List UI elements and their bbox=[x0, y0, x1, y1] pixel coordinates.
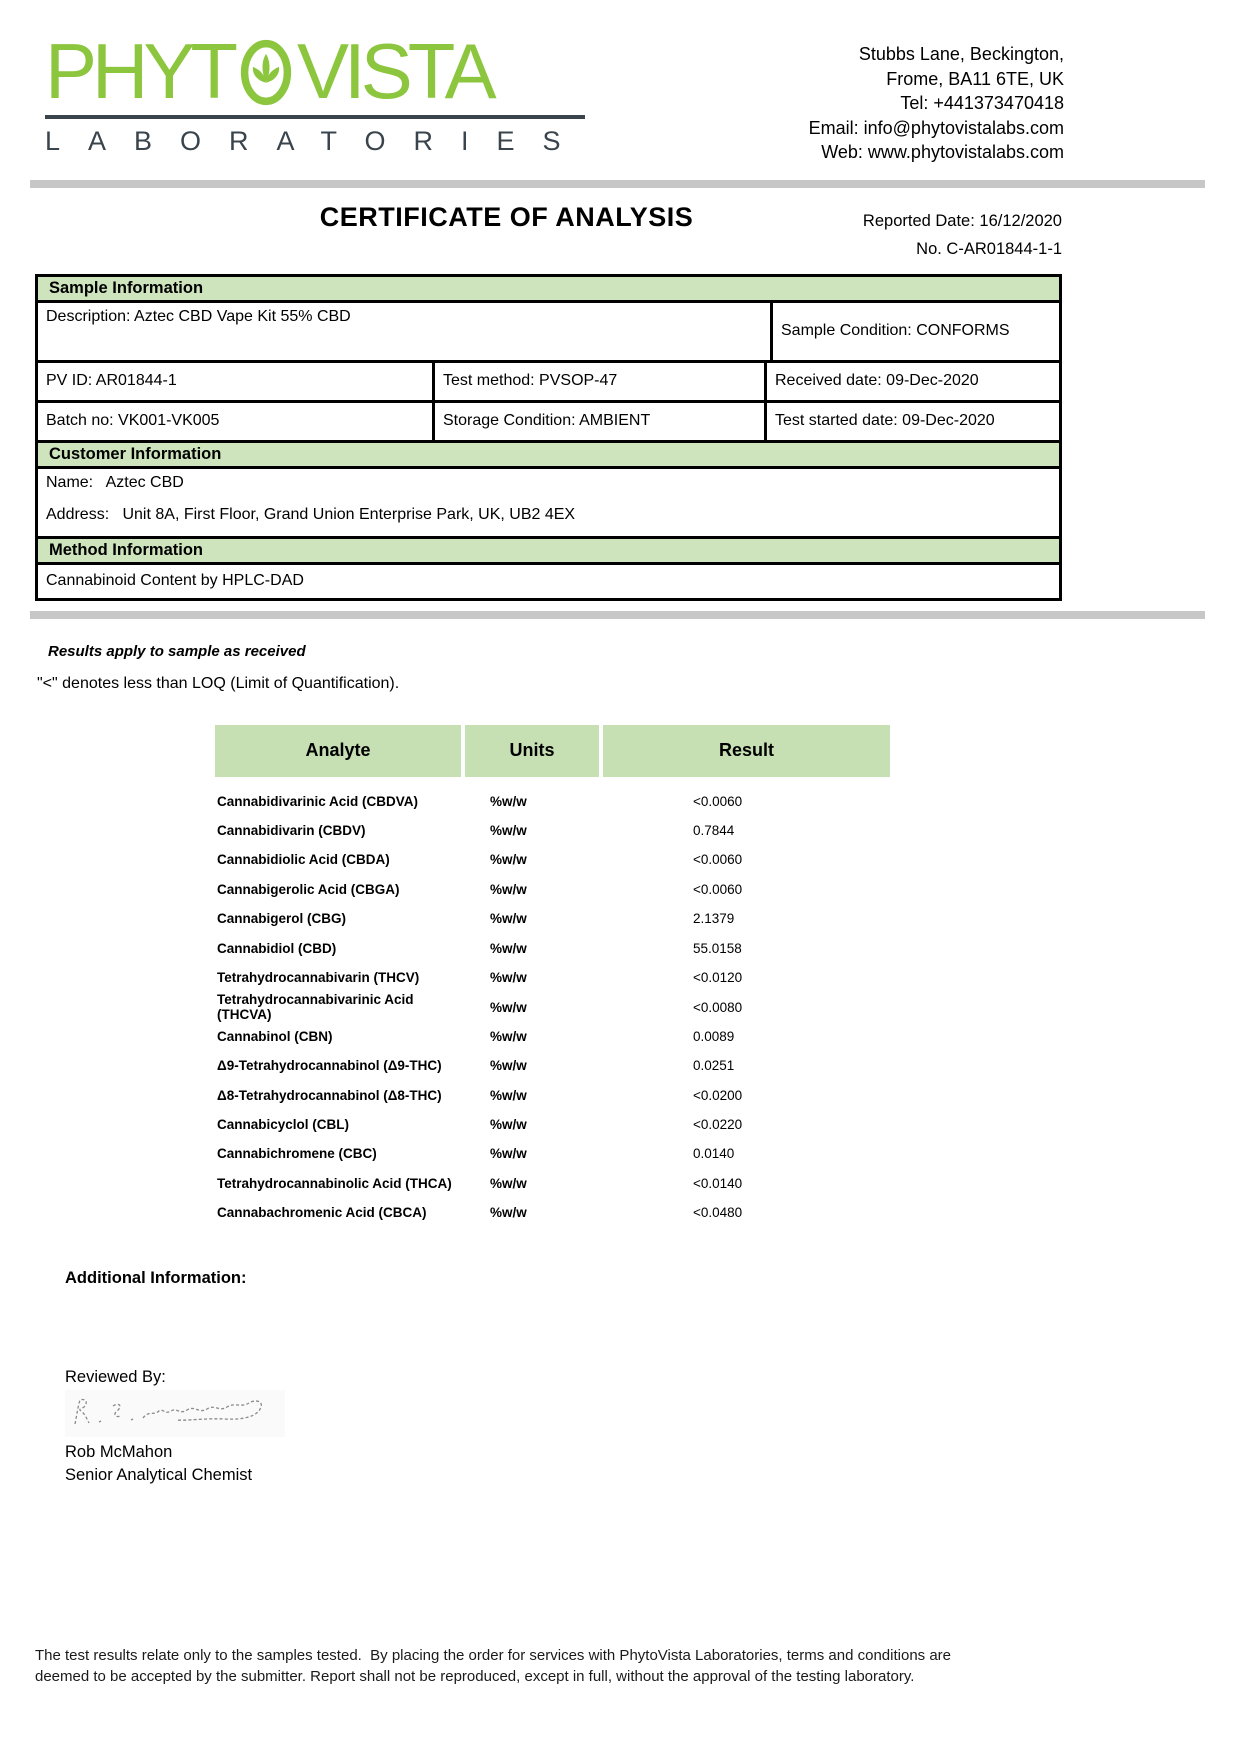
report-meta bbox=[863, 207, 1062, 263]
batch-row bbox=[38, 403, 1059, 443]
result-cell: <0.0220 bbox=[693, 1116, 743, 1132]
units-cell: %w/w bbox=[490, 1205, 527, 1221]
analyte-cell: Cannabidivarinic Acid (CBDVA) bbox=[217, 793, 419, 809]
analyte-cell: Cannabidiol (CBD) bbox=[217, 940, 337, 956]
phytovista-logo bbox=[45, 27, 589, 157]
result-cell: <0.0480 bbox=[693, 1205, 743, 1221]
pv-id-cell: PV ID: AR01844-1 bbox=[38, 363, 435, 400]
units-cell: %w/w bbox=[490, 852, 527, 868]
page-header bbox=[0, 0, 1240, 165]
analyte-cell: Δ8-Tetrahydrocannabinol (Δ8-THC) bbox=[217, 1087, 442, 1103]
results-row bbox=[215, 845, 890, 874]
title-row bbox=[35, 202, 1062, 266]
units-cell: %w/w bbox=[490, 793, 527, 809]
contact-address-line2: Frome, BA11 6TE, UK bbox=[886, 68, 1064, 89]
results-apply-note: Results apply to sample as received bbox=[48, 642, 306, 660]
analyte-cell: Cannabicyclol (CBL) bbox=[217, 1116, 350, 1132]
loq-note: "<" denotes less than LOQ (Limit of Quantification). bbox=[37, 674, 400, 692]
logo-text-pre: PHYT bbox=[45, 27, 234, 115]
units-cell: %w/w bbox=[490, 1028, 527, 1044]
results-row bbox=[215, 1022, 890, 1051]
analyte-cell: Cannabachromenic Acid (CBCA) bbox=[217, 1205, 427, 1221]
sample-information-heading: Sample Information bbox=[38, 277, 1059, 303]
units-cell: %w/w bbox=[490, 940, 527, 956]
analyte-cell: Cannabigerol (CBG) bbox=[217, 911, 347, 927]
batch-no-cell: Batch no: VK001-VK005 bbox=[38, 403, 435, 440]
reported-date: Reported Date: 16/12/2020 bbox=[862, 211, 1062, 230]
results-header-row bbox=[215, 725, 890, 777]
result-cell: 55.0158 bbox=[693, 940, 742, 956]
results-row bbox=[215, 875, 890, 904]
customer-details-cell bbox=[38, 469, 1059, 539]
sample-condition-cell: Sample Condition: CONFORMS bbox=[781, 322, 1010, 339]
results-row bbox=[215, 787, 890, 816]
results-row bbox=[215, 816, 890, 845]
storage-condition-cell: Storage Condition: AMBIENT bbox=[435, 403, 767, 440]
results-row bbox=[215, 1080, 890, 1109]
footer-disclaimer: The test results relate only to the samples tested. By placing the order for services with PhytoVista Laboratories, terms and conditions are deemed to be accepted by the submitter. Report shall not be reproduced, except in full, without the approval of the testing laboratory. bbox=[35, 1647, 956, 1685]
test-started-date-cell: Test started date: 09-Dec-2020 bbox=[775, 412, 995, 429]
analyte-cell: Tetrahydrocannabinolic Acid (THCA) bbox=[217, 1175, 452, 1191]
method-cell: Cannabinoid Content by HPLC-DAD bbox=[46, 571, 304, 589]
result-cell: <0.0060 bbox=[693, 852, 743, 868]
description-row bbox=[38, 303, 1059, 363]
contact-web: Web: www.phytovistalabs.com bbox=[821, 142, 1064, 162]
signature-image bbox=[65, 1390, 285, 1437]
header-divider-bar bbox=[30, 180, 1205, 188]
result-cell: 0.7844 bbox=[693, 823, 735, 839]
result-cell: <0.0120 bbox=[693, 970, 743, 986]
header-result: Result bbox=[603, 725, 890, 777]
report-number: No. C-AR01844-1-1 bbox=[916, 239, 1062, 258]
result-cell: <0.0200 bbox=[693, 1087, 743, 1103]
logo-wordmark bbox=[45, 27, 589, 115]
customer-information-heading: Customer Information bbox=[38, 443, 1059, 469]
units-cell: %w/w bbox=[490, 970, 527, 986]
header-analyte: Analyte bbox=[215, 725, 461, 777]
results-row bbox=[215, 963, 890, 992]
result-cell: 0.0140 bbox=[693, 1146, 735, 1162]
analyte-cell: Δ9-Tetrahydrocannabinol (Δ9-THC) bbox=[217, 1058, 442, 1074]
analyte-cell: Tetrahydrocannabivarinic Acid (THCVA) bbox=[217, 992, 414, 1023]
result-cell: 2.1379 bbox=[693, 911, 735, 927]
results-row bbox=[215, 904, 890, 933]
header-units: Units bbox=[465, 725, 599, 777]
lab-contact-block bbox=[809, 36, 1064, 165]
results-row bbox=[215, 1110, 890, 1139]
page-title: CERTIFICATE OF ANALYSIS bbox=[319, 201, 694, 232]
units-cell: %w/w bbox=[490, 1146, 527, 1162]
analyte-cell: Cannabichromene (CBC) bbox=[217, 1146, 377, 1162]
results-row bbox=[215, 1139, 890, 1168]
results-row bbox=[215, 933, 890, 962]
results-rows bbox=[215, 787, 890, 1228]
logo-text-post: VISTA bbox=[297, 27, 492, 115]
analyte-cell: Tetrahydrocannabivarin (THCV) bbox=[217, 970, 420, 986]
results-table bbox=[215, 725, 890, 1228]
info-table bbox=[35, 274, 1062, 601]
units-cell: %w/w bbox=[490, 1116, 527, 1132]
contact-email: Email: info@phytovistalabs.com bbox=[808, 117, 1064, 138]
result-cell: <0.0060 bbox=[693, 793, 743, 809]
result-cell: <0.0060 bbox=[693, 881, 743, 897]
reviewed-by-label: Reviewed By: bbox=[65, 1368, 166, 1387]
contact-tel: Tel: +441373470418 bbox=[900, 93, 1064, 113]
contact-address-line1: Stubbs Lane, Beckington, bbox=[858, 44, 1064, 64]
logo-divider-rule bbox=[45, 115, 585, 119]
results-row bbox=[215, 1169, 890, 1198]
customer-name: Name: Aztec CBD bbox=[46, 473, 184, 491]
analyte-cell: Cannabidivarin (CBDV) bbox=[217, 823, 366, 839]
result-cell: 0.0251 bbox=[693, 1058, 735, 1074]
reviewer-title: Senior Analytical Chemist bbox=[65, 1466, 253, 1485]
analyte-cell: Cannabigerolic Acid (CBGA) bbox=[217, 881, 400, 897]
method-information-heading: Method Information bbox=[38, 539, 1059, 565]
customer-address: Address: Unit 8A, First Floor, Grand Union Enterprise Park, UK, UB2 4EX bbox=[46, 505, 576, 523]
section-divider-bar bbox=[30, 611, 1205, 619]
pvid-row bbox=[38, 363, 1059, 403]
additional-information-label: Additional Information: bbox=[65, 1269, 247, 1288]
logo-subtitle: LABORATORIES bbox=[45, 126, 589, 157]
reviewer-name: Rob McMahon bbox=[65, 1443, 173, 1462]
units-cell: %w/w bbox=[490, 823, 527, 839]
units-cell: %w/w bbox=[490, 999, 527, 1015]
units-cell: %w/w bbox=[490, 1087, 527, 1103]
units-cell: %w/w bbox=[490, 1175, 527, 1191]
units-cell: %w/w bbox=[490, 911, 527, 927]
received-date-cell: Received date: 09-Dec-2020 bbox=[775, 372, 979, 389]
results-row bbox=[215, 1051, 890, 1080]
result-cell: <0.0080 bbox=[693, 999, 743, 1015]
analyte-cell: Cannabinol (CBN) bbox=[217, 1028, 333, 1044]
result-cell: <0.0140 bbox=[693, 1175, 743, 1191]
result-cell: 0.0089 bbox=[693, 1028, 735, 1044]
units-cell: %w/w bbox=[490, 881, 527, 897]
description-cell: Description: Aztec CBD Vape Kit 55% CBD bbox=[38, 303, 773, 360]
results-row bbox=[215, 1198, 890, 1227]
results-row bbox=[215, 992, 890, 1021]
leaf-ring-icon bbox=[238, 39, 294, 109]
analyte-cell: Cannabidiolic Acid (CBDA) bbox=[217, 852, 390, 868]
test-method-cell: Test method: PVSOP-47 bbox=[435, 363, 767, 400]
units-cell: %w/w bbox=[490, 1058, 527, 1074]
